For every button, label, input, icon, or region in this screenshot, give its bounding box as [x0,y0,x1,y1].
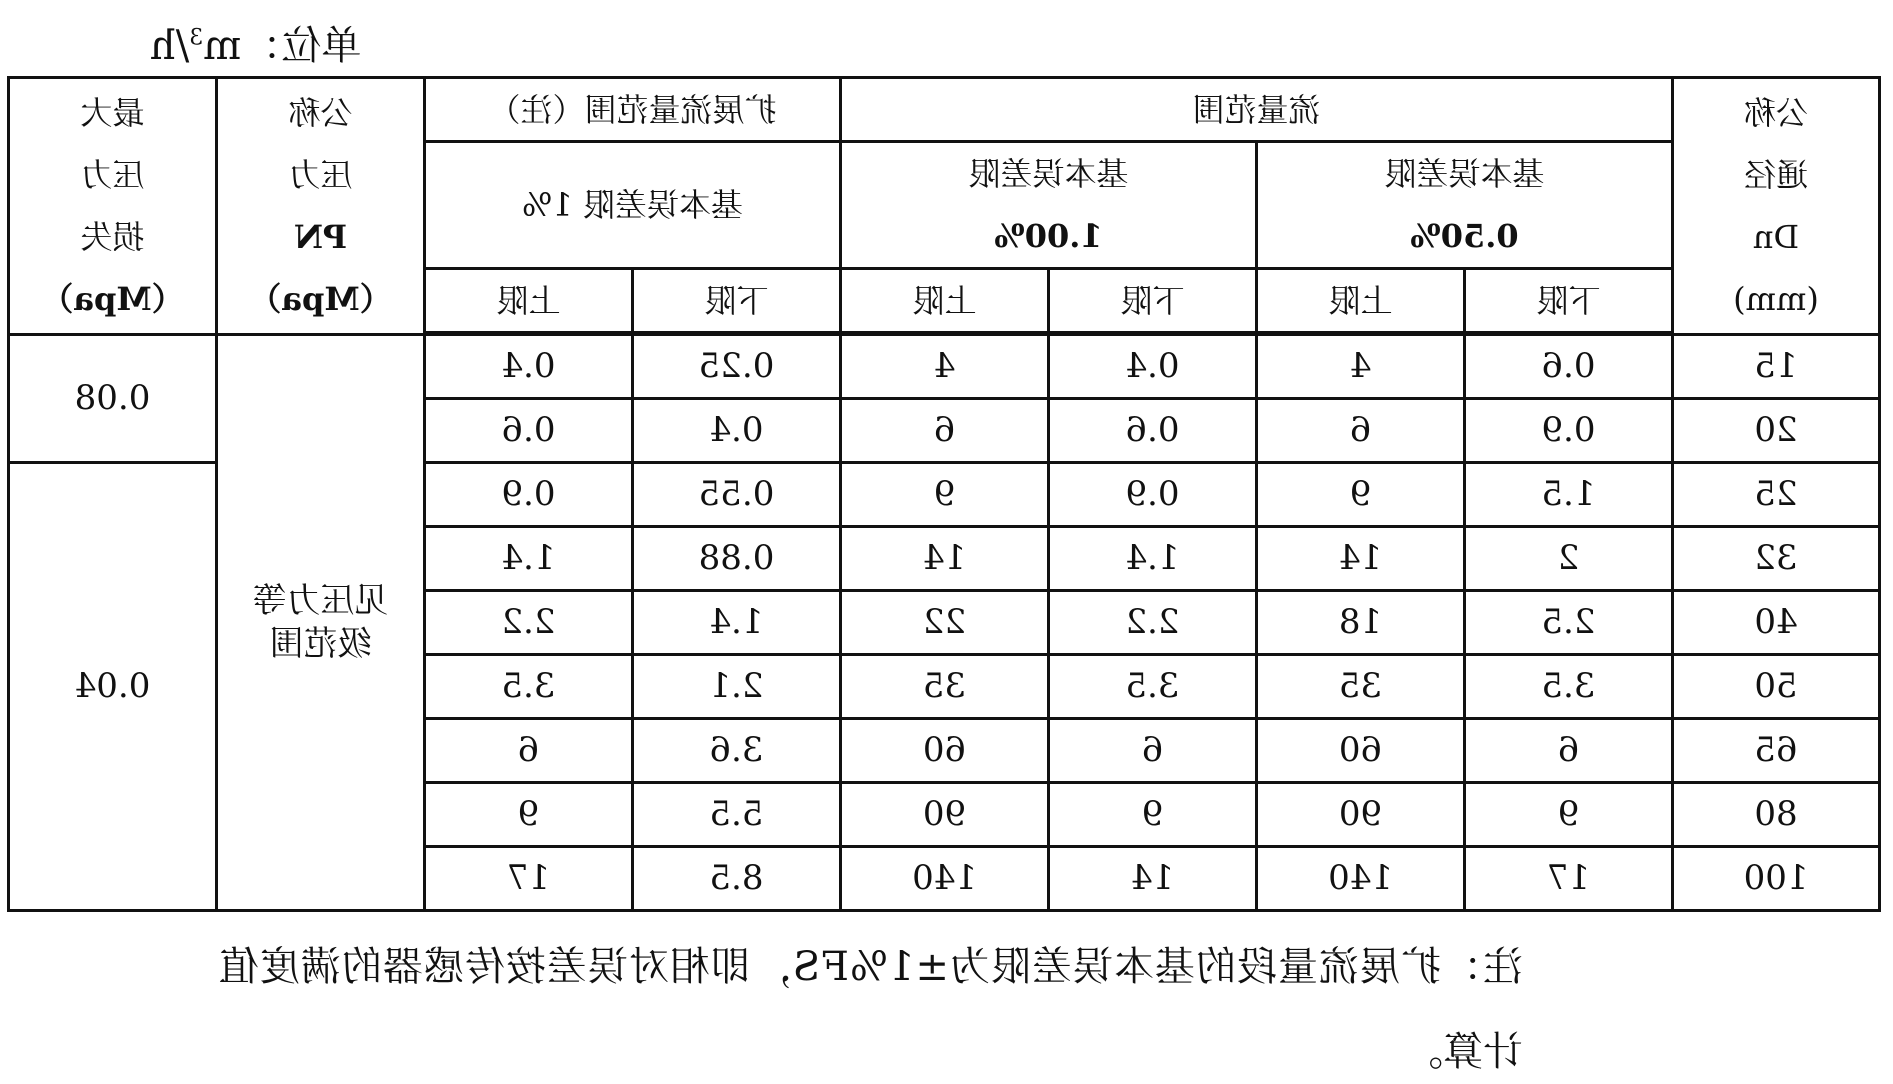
header-upper: 上限 [424,269,632,333]
table-cell: 18 [1257,591,1465,655]
table-cell: 0.6 [1049,399,1257,463]
table-cell: 6 [424,719,632,783]
table-cell: 3.5 [1465,655,1673,719]
table-cell: 3.6 [632,719,840,783]
loss-value-large: 0.04 [8,463,216,911]
table-cell: 22 [840,591,1048,655]
header-upper: 上限 [840,269,1048,333]
table-cell: 1.5 [1465,463,1673,527]
table-note-continued: 计算。 [1403,1029,1523,1075]
table-cell: 2 [1465,527,1673,591]
header-loss: 最大 压力 损失 （Mpa） [8,78,216,335]
table-cell: 9 [424,783,632,847]
table-cell: 0.55 [632,463,840,527]
table-cell: 100 [1673,847,1880,911]
header-lower: 下限 [1465,269,1673,333]
table-cell: 0.9 [424,463,632,527]
table-cell: 6 [840,399,1048,463]
header-lower: 下限 [1049,269,1257,333]
table-cell: 2.2 [424,591,632,655]
table-cell: 0.9 [1049,463,1257,527]
table-cell: 1.4 [632,591,840,655]
table-cell: 0.88 [632,527,840,591]
table-cell: 32 [1673,527,1880,591]
table-cell: 17 [424,847,632,911]
header-ext-range: 扩展流量范围（注） [424,78,840,142]
header-lower: 下限 [632,269,840,333]
table-cell: 20 [1673,399,1880,463]
table-cell: 6 [1049,719,1257,783]
table-cell: 3.5 [424,655,632,719]
header-dn: 公称 通径 Dn (mm) [1673,78,1880,335]
header-upper: 上限 [1257,269,1465,333]
table-cell: 15 [1673,335,1880,399]
header-flow-range: 流量范围 [840,78,1672,142]
table-cell: 60 [1257,719,1465,783]
table-cell: 2.1 [632,655,840,719]
table-note: 注：扩展流量段的基本误差限为±1%FS，即相对误差按传感器的满度值 [217,944,1523,990]
table-cell: 50 [1673,655,1880,719]
table-cell: 9 [1257,463,1465,527]
table-cell: 80 [1673,783,1880,847]
table-cell: 0.4 [424,335,632,399]
table-cell: 140 [1257,847,1465,911]
table-cell: 0.9 [1465,399,1673,463]
table-cell: 9 [840,463,1048,527]
table-cell: 8.5 [632,847,840,911]
table-cell: 0.6 [1465,335,1673,399]
table-cell: 90 [840,783,1048,847]
header-error-050: 基本误差限 0.50% [1257,142,1673,269]
flow-spec-table [7,76,1881,912]
table-cell: 14 [1257,527,1465,591]
header-pn: 公称 压力 PN （Mpa） [216,78,424,335]
unit-label: 单位：$m^3/h$ [150,23,362,69]
table-cell: 40 [1673,591,1880,655]
table-cell: 2.2 [1049,591,1257,655]
header-ext-error: 基本误差限 1% [424,142,840,269]
table-cell: 140 [840,847,1048,911]
table-cell: 0.4 [632,399,840,463]
table-cell: 0.25 [632,335,840,399]
table-cell: 17 [1465,847,1673,911]
table-cell: 3.5 [1049,655,1257,719]
table-cell: 0.4 [1049,335,1257,399]
table-cell: 65 [1673,719,1880,783]
table-cell: 2.5 [1465,591,1673,655]
table-cell: 60 [840,719,1048,783]
table-cell: 90 [1257,783,1465,847]
pn-value: 见压力等 级范围 [216,335,424,911]
loss-value-small: 0.08 [8,335,216,463]
table-cell: 14 [840,527,1048,591]
table-cell: 1.4 [1049,527,1257,591]
table-cell: 35 [1257,655,1465,719]
table-cell: 9 [1049,783,1257,847]
table-cell: 25 [1673,463,1880,527]
table-cell: 1.4 [424,527,632,591]
table-cell: 0.6 [424,399,632,463]
table-cell: 14 [1049,847,1257,911]
table-cell: 35 [840,655,1048,719]
header-error-100: 基本误差限 1.00% [840,142,1256,269]
table-cell: 4 [1257,335,1465,399]
table-cell: 9 [1465,783,1673,847]
table-cell: 6 [1257,399,1465,463]
table-cell: 5.5 [632,783,840,847]
table-cell: 4 [840,335,1048,399]
table-cell: 6 [1465,719,1673,783]
